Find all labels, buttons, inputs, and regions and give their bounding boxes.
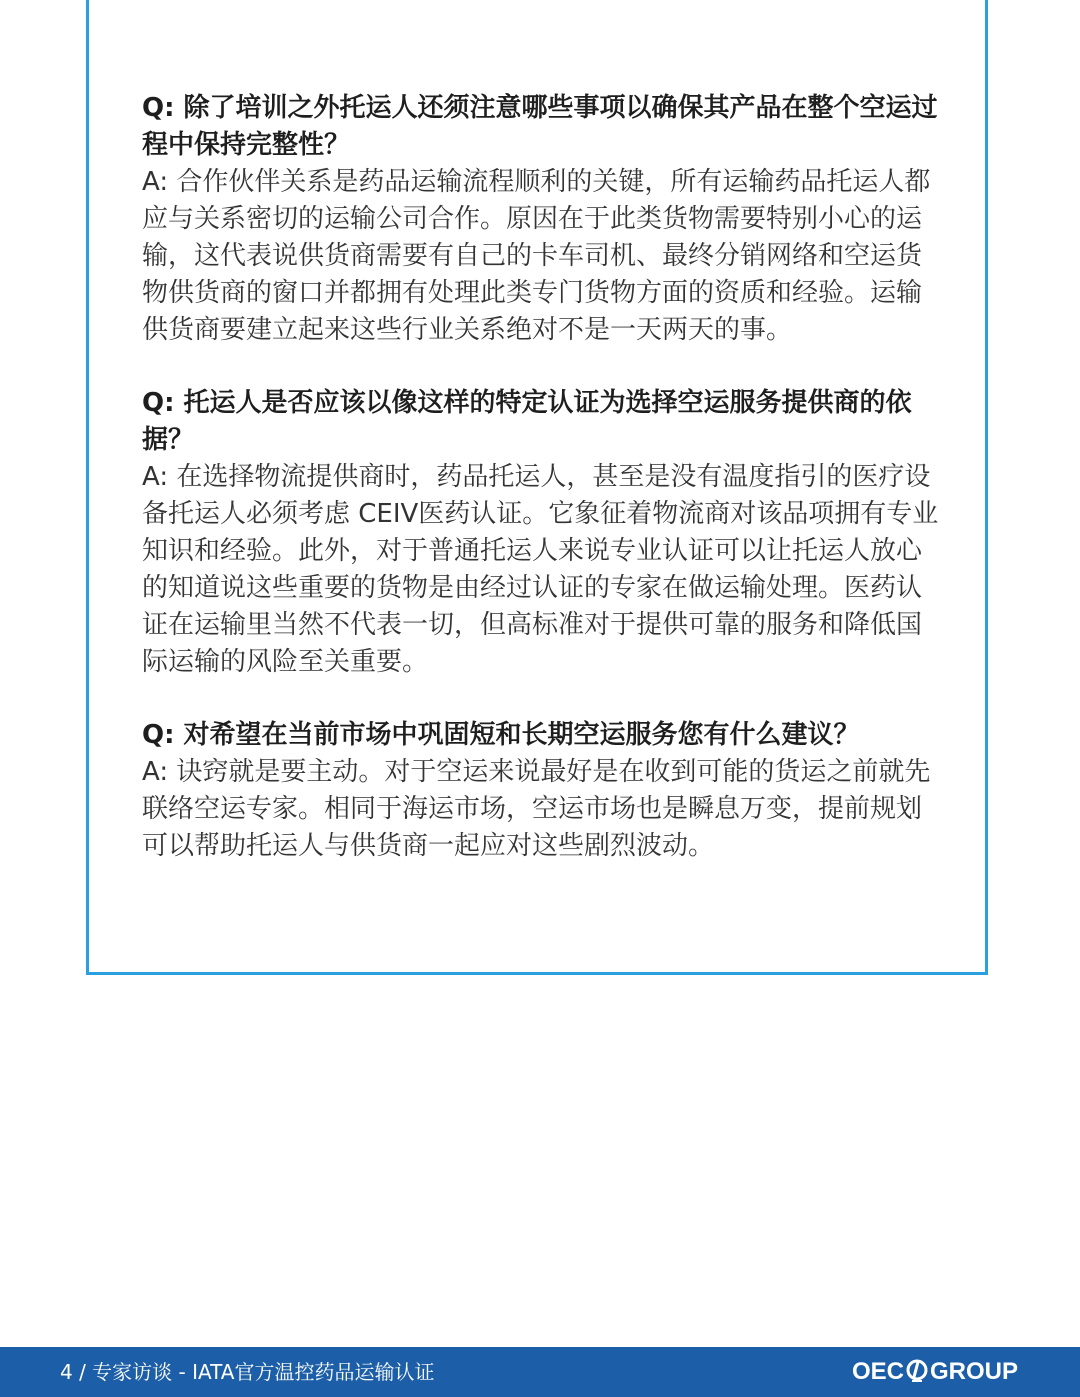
answer-3: A: 诀窍就是要主动。对于空运来说最好是在收到可能的货运之前就先联络空运专家。相同于海运市场，空运市场也是瞬息万变，提前规划可以帮助托运人与供货商一起应对这些剧烈波动。	[142, 757, 931, 861]
oec-globe-icon	[906, 1359, 928, 1385]
logo-text-left: OEC	[851, 1358, 904, 1385]
qa-item-1	[142, 90, 942, 349]
qa-item-3	[142, 717, 942, 865]
logo-text-right: GROUP	[929, 1358, 1018, 1385]
page-footer	[0, 1347, 1080, 1397]
oec-group-logo	[852, 1356, 1018, 1388]
question-1: Q: 除了培训之外托运人还须注意哪些事项以确保其产品在整个空运过程中保持完整性？	[142, 93, 938, 160]
qa-item-2	[142, 385, 942, 681]
qa-content	[142, 90, 942, 901]
answer-1: A: 合作伙伴关系是药品运输流程顺利的关键，所有运输药品托运人都应与关系密切的运输公司合作。原因在于此类货物需要特别小心的运输，这代表说供货商需要有自己的卡车司机、最终分销网络和空运货物供货商的窗口并都拥有处理此类专门货物方面的资质和经验。运输供货商要建立起来这些行业关系绝对不是一天两天的事。	[142, 167, 931, 345]
answer-2: A: 在选择物流提供商时，药品托运人，甚至是没有温度指引的医疗设备托运人必须考虑 CEIV医药认证。它象征着物流商对该品项拥有专业知识和经验。此外，对于普通托运人来说专业认证可以让托运人放心的知道说这些重要的货物是由经过认证的专家在做运输处理。医药认证在运输里当然不代表一切，但高标准对于提供可靠的服务和降低国际运输的风险至关重要。	[142, 462, 939, 677]
question-3: Q: 对希望在当前市场中巩固短和长期空运服务您有什么建议？	[142, 720, 860, 750]
question-2: Q: 托运人是否应该以像这样的特定认证为选择空运服务提供商的依据？	[142, 388, 912, 455]
footer-page-label: 4 / 专家访谈 - IATA官方温控药品运输认证	[60, 1360, 435, 1384]
